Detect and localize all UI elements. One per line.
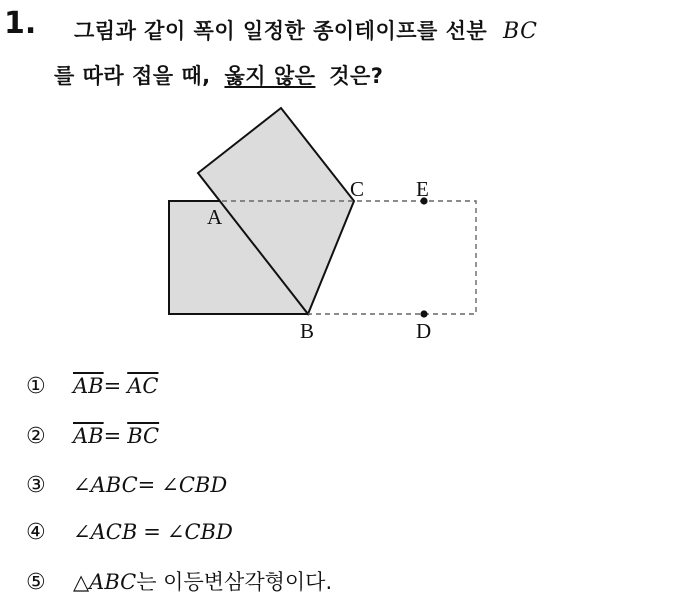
option-5-math: △ABC	[73, 570, 137, 594]
option-3-number: ③	[26, 473, 46, 498]
question-text-1: 그림과 같이 폭이 일정한 종이테이프를 선분	[74, 19, 488, 43]
label-b: B	[300, 319, 315, 343]
question-text-2-post: 것은?	[329, 64, 384, 88]
question-number: 1.	[4, 6, 37, 41]
option-1[interactable]	[26, 374, 158, 399]
point-d-dot	[420, 310, 427, 317]
option-1-eq: =	[103, 374, 122, 398]
question-text-2-pre: 를 따라 접을 때,	[54, 64, 211, 88]
option-4-number: ④	[26, 520, 46, 545]
label-d: D	[416, 319, 432, 343]
label-e: E	[416, 177, 429, 201]
option-2-rhs: $\overline{BC}$	[127, 424, 160, 448]
option-2-eq: =	[103, 424, 122, 448]
option-1-rhs: $\overline{AC}$	[127, 374, 159, 398]
option-5-text: 는 이등변삼각형이다.	[136, 570, 333, 594]
option-2-lhs: $\overline{AB}$	[73, 424, 104, 448]
option-5[interactable]	[26, 566, 332, 596]
option-1-lhs: $\overline{AB}$	[73, 374, 104, 398]
option-3-eq: =	[137, 473, 156, 497]
segment-bc-label: BC	[503, 19, 538, 44]
option-3-lhs: ∠ABC	[73, 473, 138, 497]
option-1-number: ①	[26, 374, 46, 399]
question-text-2-underlined: 옳지 않은	[224, 64, 316, 88]
label-a: A	[207, 205, 223, 229]
option-2[interactable]	[26, 424, 159, 449]
option-3-rhs: ∠CBD	[161, 473, 228, 497]
label-c: C	[350, 177, 365, 201]
option-4[interactable]	[26, 520, 233, 545]
option-2-number: ②	[26, 424, 46, 449]
option-4-lhs: ∠ACB	[73, 520, 138, 544]
option-3[interactable]	[26, 473, 227, 498]
option-5-number: ⑤	[26, 570, 46, 595]
option-4-rhs: ∠CBD	[166, 520, 233, 544]
option-4-eq: =	[143, 520, 161, 544]
